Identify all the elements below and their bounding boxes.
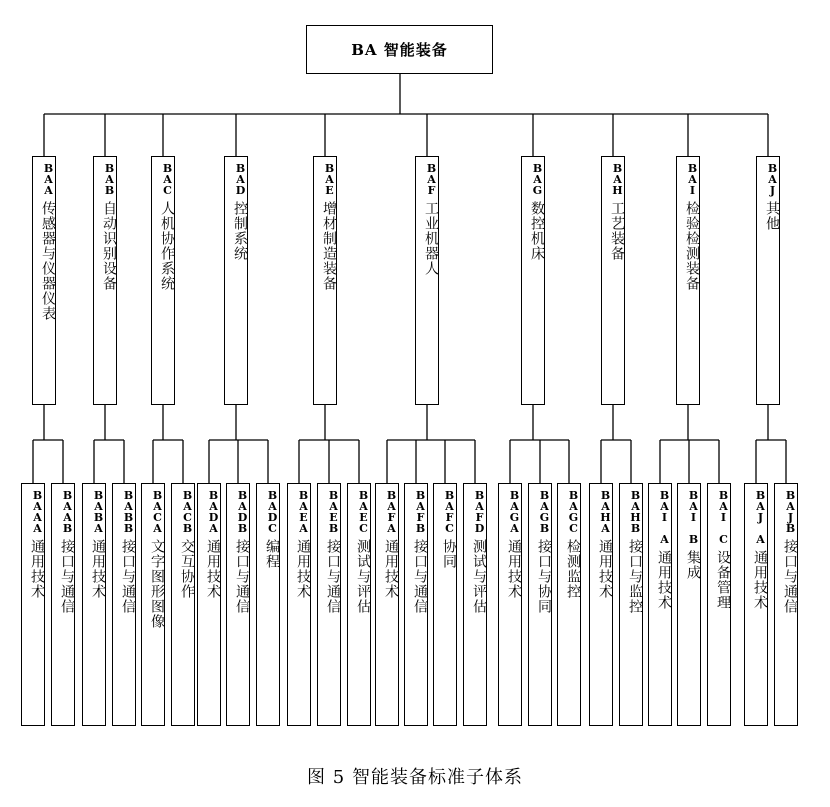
child-node-baic-code: BAI C xyxy=(717,489,730,544)
child-node-badb-label: 接口与通信 xyxy=(234,539,250,614)
child-node-bafd-code: BAFD xyxy=(473,489,486,533)
child-node-baia-code: BAI A xyxy=(658,489,671,544)
child-node-bafc xyxy=(433,483,457,726)
child-node-bahb xyxy=(619,483,643,726)
child-node-badb-code: BADB xyxy=(236,489,249,533)
child-node-bada-label: 通用技术 xyxy=(205,539,221,599)
child-node-baib-code: BAI B xyxy=(687,489,700,544)
child-node-baca-code: BACA xyxy=(151,489,164,533)
child-node-bagc-code: BAGC xyxy=(567,489,580,533)
category-node-baj xyxy=(756,156,780,405)
child-node-badc-code: BADC xyxy=(266,489,279,533)
child-node-baic-label: 设备管理 xyxy=(715,550,731,610)
child-node-baec-label: 测试与评估 xyxy=(355,539,371,614)
child-node-bagc-label: 检测监控 xyxy=(565,539,581,599)
child-node-bagb-code: BAGB xyxy=(538,489,551,533)
category-node-bah-code: BAH xyxy=(611,162,624,195)
child-node-bafb xyxy=(404,483,428,726)
child-node-bafa xyxy=(375,483,399,726)
category-node-baf-label: 工业机器人 xyxy=(423,201,439,276)
child-node-badc-label: 编程 xyxy=(264,539,280,569)
child-node-bajb xyxy=(774,483,798,726)
category-node-bac xyxy=(151,156,175,405)
category-node-baf-code: BAF xyxy=(425,162,438,195)
child-node-babb-label: 接口与通信 xyxy=(120,539,136,614)
child-node-baca xyxy=(141,483,165,726)
child-node-baeb-code: BAEB xyxy=(327,489,340,533)
category-node-baa-code: BAA xyxy=(42,162,55,195)
child-node-bafd-label: 测试与评估 xyxy=(471,539,487,614)
category-node-bai-label: 检验检测装备 xyxy=(684,201,700,291)
child-node-baaa xyxy=(21,483,45,726)
child-node-baea-label: 通用技术 xyxy=(295,539,311,599)
child-node-baga xyxy=(498,483,522,726)
child-node-baba-label: 通用技术 xyxy=(90,539,106,599)
child-node-baaa-label: 通用技术 xyxy=(29,539,45,599)
category-node-bad-label: 控制系统 xyxy=(232,201,248,261)
child-node-baeb-label: 接口与通信 xyxy=(325,539,341,614)
category-node-baj-code: BAJ xyxy=(766,162,779,195)
category-node-bag-code: BAG xyxy=(531,162,544,195)
child-node-bagb xyxy=(528,483,552,726)
child-node-bacb xyxy=(171,483,195,726)
child-node-bagc xyxy=(557,483,581,726)
category-node-bag-label: 数控机床 xyxy=(529,201,545,261)
category-node-bae xyxy=(313,156,337,405)
child-node-baab xyxy=(51,483,75,726)
child-node-bajb-label: 接口与通信 xyxy=(782,539,798,614)
child-node-bafb-label: 接口与通信 xyxy=(412,539,428,614)
category-node-bag xyxy=(521,156,545,405)
category-node-bai-code: BAI xyxy=(686,162,699,195)
child-node-bahb-code: BAHB xyxy=(629,489,642,533)
child-node-bafc-label: 协同 xyxy=(441,539,457,569)
root-node xyxy=(306,25,493,74)
child-node-baha-label: 通用技术 xyxy=(597,539,613,599)
category-node-bac-label: 人机协作系统 xyxy=(159,201,175,291)
child-node-babb-code: BABB xyxy=(122,489,135,533)
figure-caption: 图 5 智能装备标准子体系 xyxy=(307,767,523,788)
child-node-baja-code: BAJ A xyxy=(754,489,767,544)
category-node-bab xyxy=(93,156,117,405)
child-node-baia xyxy=(648,483,672,726)
child-node-baec-code: BAEC xyxy=(357,489,370,533)
child-node-bafb-code: BAFB xyxy=(414,489,427,533)
child-node-bafa-code: BAFA xyxy=(385,489,398,533)
child-node-badb xyxy=(226,483,250,726)
category-node-bae-label: 增材制造装备 xyxy=(321,201,337,291)
root-label: 智能装备 xyxy=(383,41,448,59)
child-node-bacb-label: 交互协作 xyxy=(179,539,195,599)
category-node-bae-code: BAE xyxy=(323,162,336,195)
child-node-baea xyxy=(287,483,311,726)
child-node-baba-code: BABA xyxy=(92,489,105,533)
category-node-baf xyxy=(415,156,439,405)
child-node-bafd xyxy=(463,483,487,726)
child-node-baga-label: 通用技术 xyxy=(506,539,522,599)
child-node-bacb-code: BACB xyxy=(181,489,194,533)
child-node-bahb-label: 接口与监控 xyxy=(627,539,643,614)
category-node-bad xyxy=(224,156,248,405)
child-node-baja-label: 通用技术 xyxy=(752,550,768,610)
child-node-baeb xyxy=(317,483,341,726)
category-node-bah-label: 工艺装备 xyxy=(609,201,625,261)
child-node-baib-label: 集成 xyxy=(685,550,701,580)
child-node-baec xyxy=(347,483,371,726)
child-node-bafa-label: 通用技术 xyxy=(383,539,399,599)
child-node-baib xyxy=(677,483,701,726)
child-node-bada-code: BADA xyxy=(207,489,220,533)
child-node-baba xyxy=(82,483,106,726)
child-node-bagb-label: 接口与协同 xyxy=(536,539,552,614)
child-node-baia-label: 通用技术 xyxy=(656,550,672,610)
category-node-bac-code: BAC xyxy=(161,162,174,195)
child-node-bafc-code: BAFC xyxy=(443,489,456,533)
child-node-baea-code: BAEA xyxy=(297,489,310,533)
category-node-bab-code: BAB xyxy=(103,162,116,195)
child-node-baha-code: BAHA xyxy=(599,489,612,533)
child-node-bajb-code: BAJB xyxy=(784,489,797,533)
child-node-badc xyxy=(256,483,280,726)
child-node-baab-label: 接口与通信 xyxy=(59,539,75,614)
child-node-baja xyxy=(744,483,768,726)
child-node-baca-label: 文字图形图像 xyxy=(149,539,165,629)
child-node-bada xyxy=(197,483,221,726)
category-node-baa-label: 传感器与仪器仪表 xyxy=(40,201,56,321)
category-node-bah xyxy=(601,156,625,405)
child-node-baha xyxy=(589,483,613,726)
child-node-baaa-code: BAAA xyxy=(31,489,44,533)
category-node-bai xyxy=(676,156,700,405)
child-node-baga-code: BAGA xyxy=(508,489,521,533)
category-node-bab-label: 自动识别设备 xyxy=(101,201,117,291)
category-node-bad-code: BAD xyxy=(234,162,247,195)
root-code: BA xyxy=(351,40,378,59)
child-node-baic xyxy=(707,483,731,726)
category-node-baa xyxy=(32,156,56,405)
category-node-baj-label: 其他 xyxy=(764,201,780,231)
child-node-babb xyxy=(112,483,136,726)
child-node-baab-code: BAAB xyxy=(61,489,74,533)
